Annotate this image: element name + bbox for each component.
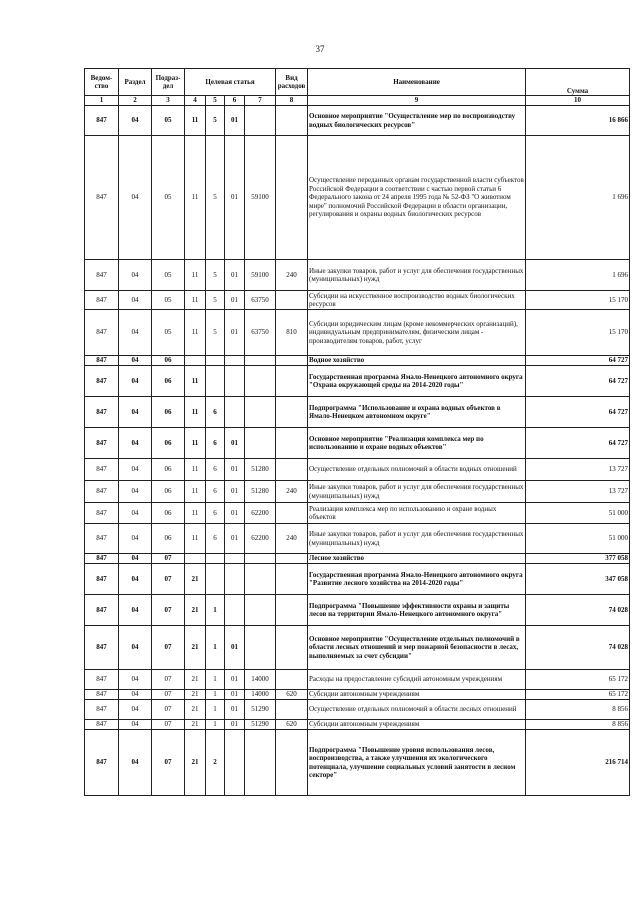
cell-program bbox=[185, 356, 206, 366]
cell-expense-type: 240 bbox=[276, 524, 308, 554]
cell-name: Иные закупки товаров, работ и услуг для обеспечения государственных (муниципальных) нужд bbox=[308, 260, 526, 291]
table-row bbox=[85, 720, 630, 730]
cell-expense-type bbox=[276, 564, 308, 595]
cell-event bbox=[225, 356, 245, 366]
cell-program: 11 bbox=[185, 366, 206, 397]
cell-subprogram bbox=[206, 366, 225, 397]
cell-section: 04 bbox=[119, 524, 152, 554]
column-number: 9 bbox=[308, 96, 526, 106]
table-row bbox=[85, 481, 630, 503]
cell-expense-type bbox=[276, 503, 308, 524]
cell-sum: 64 727 bbox=[526, 428, 630, 459]
cell-event bbox=[225, 730, 245, 796]
cell-subsection: 07 bbox=[152, 720, 185, 730]
cell-expense-type: 620 bbox=[276, 690, 308, 700]
cell-expense-type bbox=[276, 595, 308, 626]
cell-event: 01 bbox=[225, 106, 245, 136]
cell-section: 04 bbox=[119, 291, 152, 310]
cell-expense-type: 240 bbox=[276, 481, 308, 503]
cell-event: 01 bbox=[225, 428, 245, 459]
table-row bbox=[85, 670, 630, 690]
cell-subprogram: 6 bbox=[206, 459, 225, 481]
cell-section: 04 bbox=[119, 690, 152, 700]
cell-subprogram: 1 bbox=[206, 626, 225, 670]
cell-expense-type bbox=[276, 428, 308, 459]
cell-direction bbox=[245, 106, 276, 136]
cell-program: 11 bbox=[185, 136, 206, 260]
cell-dept: 847 bbox=[85, 670, 119, 690]
cell-subsection: 06 bbox=[152, 356, 185, 366]
table-row bbox=[85, 397, 630, 428]
cell-subprogram: 5 bbox=[206, 310, 225, 356]
table-row bbox=[85, 459, 630, 481]
cell-subprogram: 6 bbox=[206, 503, 225, 524]
table-row bbox=[85, 554, 630, 564]
cell-subsection: 07 bbox=[152, 626, 185, 670]
cell-direction bbox=[245, 397, 276, 428]
cell-expense-type bbox=[276, 670, 308, 690]
table-row bbox=[85, 366, 630, 397]
cell-subprogram bbox=[206, 554, 225, 564]
cell-subsection: 05 bbox=[152, 310, 185, 356]
cell-section: 04 bbox=[119, 106, 152, 136]
cell-dept: 847 bbox=[85, 564, 119, 595]
cell-subsection: 05 bbox=[152, 136, 185, 260]
cell-section: 04 bbox=[119, 481, 152, 503]
cell-name: Иные закупки товаров, работ и услуг для обеспечения государственных (муниципальных) нужд bbox=[308, 524, 526, 554]
cell-direction bbox=[245, 366, 276, 397]
cell-direction: 62200 bbox=[245, 524, 276, 554]
cell-section: 04 bbox=[119, 397, 152, 428]
cell-direction: 62200 bbox=[245, 503, 276, 524]
table-row bbox=[85, 503, 630, 524]
cell-subprogram: 5 bbox=[206, 260, 225, 291]
table-row bbox=[85, 310, 630, 356]
cell-dept: 847 bbox=[85, 481, 119, 503]
cell-section: 04 bbox=[119, 356, 152, 366]
cell-subsection: 07 bbox=[152, 700, 185, 720]
cell-dept: 847 bbox=[85, 720, 119, 730]
cell-program: 21 bbox=[185, 626, 206, 670]
cell-dept: 847 bbox=[85, 503, 119, 524]
cell-subsection: 06 bbox=[152, 524, 185, 554]
cell-subprogram bbox=[206, 356, 225, 366]
cell-sum: 8 856 bbox=[526, 720, 630, 730]
cell-dept: 847 bbox=[85, 595, 119, 626]
cell-event: 01 bbox=[225, 481, 245, 503]
cell-name: Подпрограмма "Повышение эффективности охраны и защиты лесов на территории Ямало-Ненецкого автономного округа" bbox=[308, 595, 526, 626]
header-sum: Сумма bbox=[526, 69, 630, 96]
cell-sum: 347 058 bbox=[526, 564, 630, 595]
cell-expense-type bbox=[276, 136, 308, 260]
cell-expense-type bbox=[276, 554, 308, 564]
cell-program: 11 bbox=[185, 291, 206, 310]
cell-name: Подпрограмма "Повышение уровня использования лесов, воспроизводства, а также улучшения их экологического потенциала, улучшение социальных условий занятости в лесном секторе" bbox=[308, 730, 526, 796]
table-row bbox=[85, 291, 630, 310]
cell-event: 01 bbox=[225, 720, 245, 730]
table-row bbox=[85, 524, 630, 554]
cell-event: 01 bbox=[225, 670, 245, 690]
cell-expense-type bbox=[276, 356, 308, 366]
cell-event bbox=[225, 564, 245, 595]
cell-subprogram: 1 bbox=[206, 595, 225, 626]
cell-name: Основное мероприятие "Реализация комплекса мер по использованию и охране водных объектов" bbox=[308, 428, 526, 459]
cell-sum: 64 727 bbox=[526, 356, 630, 366]
cell-subprogram: 6 bbox=[206, 524, 225, 554]
cell-dept: 847 bbox=[85, 291, 119, 310]
cell-dept: 847 bbox=[85, 356, 119, 366]
cell-subprogram: 5 bbox=[206, 106, 225, 136]
cell-name: Основное мероприятие "Осуществление мер по воспроизводству водных биологических ресурсов" bbox=[308, 106, 526, 136]
table-row bbox=[85, 700, 630, 720]
cell-program: 11 bbox=[185, 310, 206, 356]
cell-program: 11 bbox=[185, 106, 206, 136]
page-number: 37 bbox=[315, 44, 325, 54]
cell-program: 21 bbox=[185, 670, 206, 690]
cell-sum: 64 727 bbox=[526, 397, 630, 428]
cell-subsection: 05 bbox=[152, 106, 185, 136]
cell-dept: 847 bbox=[85, 524, 119, 554]
cell-sum: 13 727 bbox=[526, 481, 630, 503]
cell-event bbox=[225, 554, 245, 564]
cell-event: 01 bbox=[225, 700, 245, 720]
cell-event: 01 bbox=[225, 690, 245, 700]
cell-subsection: 06 bbox=[152, 503, 185, 524]
cell-expense-type: 810 bbox=[276, 310, 308, 356]
cell-expense-type: 620 bbox=[276, 720, 308, 730]
cell-dept: 847 bbox=[85, 310, 119, 356]
cell-name: Расходы на предоставление субсидий автономным учреждениям bbox=[308, 670, 526, 690]
cell-section: 04 bbox=[119, 260, 152, 291]
cell-subprogram: 6 bbox=[206, 481, 225, 503]
cell-dept: 847 bbox=[85, 397, 119, 428]
cell-dept: 847 bbox=[85, 106, 119, 136]
cell-sum: 8 856 bbox=[526, 700, 630, 720]
cell-dept: 847 bbox=[85, 260, 119, 291]
cell-name: Водное хозяйство bbox=[308, 356, 526, 366]
cell-name: Осуществление отдельных полномочий в области лесных отношений bbox=[308, 700, 526, 720]
cell-subsection: 07 bbox=[152, 670, 185, 690]
cell-section: 04 bbox=[119, 700, 152, 720]
column-number: 1 bbox=[85, 96, 119, 106]
cell-expense-type bbox=[276, 291, 308, 310]
cell-sum: 13 727 bbox=[526, 459, 630, 481]
cell-event bbox=[225, 595, 245, 626]
cell-direction bbox=[245, 428, 276, 459]
cell-expense-type bbox=[276, 626, 308, 670]
cell-subprogram bbox=[206, 564, 225, 595]
cell-program bbox=[185, 554, 206, 564]
cell-direction: 51290 bbox=[245, 700, 276, 720]
cell-name: Субсидии на искусственное воспроизводство водных биологических ресурсов bbox=[308, 291, 526, 310]
cell-sum: 64 727 bbox=[526, 366, 630, 397]
cell-expense-type bbox=[276, 700, 308, 720]
cell-program: 21 bbox=[185, 700, 206, 720]
cell-dept: 847 bbox=[85, 730, 119, 796]
cell-event: 01 bbox=[225, 503, 245, 524]
cell-sum: 1 696 bbox=[526, 136, 630, 260]
column-number: 5 bbox=[206, 96, 225, 106]
cell-subprogram: 5 bbox=[206, 291, 225, 310]
cell-dept: 847 bbox=[85, 428, 119, 459]
cell-subsection: 06 bbox=[152, 481, 185, 503]
cell-dept: 847 bbox=[85, 690, 119, 700]
cell-dept: 847 bbox=[85, 700, 119, 720]
cell-event: 01 bbox=[225, 136, 245, 260]
cell-expense-type bbox=[276, 106, 308, 136]
table-row bbox=[85, 690, 630, 700]
cell-program: 11 bbox=[185, 459, 206, 481]
cell-direction bbox=[245, 554, 276, 564]
cell-sum: 65 172 bbox=[526, 670, 630, 690]
header-expense-type: Вид расходов bbox=[276, 69, 308, 96]
cell-subprogram: 2 bbox=[206, 730, 225, 796]
cell-subsection: 07 bbox=[152, 554, 185, 564]
cell-subsection: 07 bbox=[152, 730, 185, 796]
cell-direction bbox=[245, 564, 276, 595]
column-number: 8 bbox=[276, 96, 308, 106]
table-row bbox=[85, 260, 630, 291]
column-number: 4 bbox=[185, 96, 206, 106]
column-number: 2 bbox=[119, 96, 152, 106]
cell-event: 01 bbox=[225, 310, 245, 356]
cell-direction: 14000 bbox=[245, 670, 276, 690]
cell-sum: 15 170 bbox=[526, 291, 630, 310]
cell-section: 04 bbox=[119, 503, 152, 524]
cell-event: 01 bbox=[225, 459, 245, 481]
cell-direction bbox=[245, 595, 276, 626]
cell-event: 01 bbox=[225, 524, 245, 554]
cell-program: 21 bbox=[185, 564, 206, 595]
cell-subsection: 05 bbox=[152, 291, 185, 310]
table-row bbox=[85, 730, 630, 796]
header-target-article: Целевая статья bbox=[185, 69, 276, 96]
cell-section: 04 bbox=[119, 136, 152, 260]
cell-program: 21 bbox=[185, 720, 206, 730]
cell-expense-type bbox=[276, 366, 308, 397]
cell-event bbox=[225, 397, 245, 428]
cell-sum: 15 170 bbox=[526, 310, 630, 356]
cell-sum: 216 714 bbox=[526, 730, 630, 796]
cell-section: 04 bbox=[119, 366, 152, 397]
cell-section: 04 bbox=[119, 310, 152, 356]
cell-expense-type bbox=[276, 397, 308, 428]
cell-sum: 51 000 bbox=[526, 503, 630, 524]
cell-subprogram: 6 bbox=[206, 397, 225, 428]
cell-dept: 847 bbox=[85, 366, 119, 397]
cell-section: 04 bbox=[119, 459, 152, 481]
cell-name: Лесное хозяйство bbox=[308, 554, 526, 564]
cell-section: 04 bbox=[119, 595, 152, 626]
cell-subprogram: 1 bbox=[206, 720, 225, 730]
cell-name: Основное мероприятие "Осуществление отдельных полномочий в области лесных отношений и мер пожарной безопасности в лесах, выполняемых за счет субсидии" bbox=[308, 626, 526, 670]
cell-subprogram: 1 bbox=[206, 690, 225, 700]
cell-section: 04 bbox=[119, 428, 152, 459]
cell-direction: 59100 bbox=[245, 136, 276, 260]
cell-direction: 14000 bbox=[245, 690, 276, 700]
cell-name: Реализация комплекса мер по использованию и охране водных объектов bbox=[308, 503, 526, 524]
cell-name: Государственная программа Ямало-Ненецкого автономного округа "Охрана окружающей среды на 2014-2020 годы" bbox=[308, 366, 526, 397]
cell-sum: 377 058 bbox=[526, 554, 630, 564]
table-row bbox=[85, 564, 630, 595]
cell-section: 04 bbox=[119, 564, 152, 595]
cell-direction bbox=[245, 626, 276, 670]
cell-name: Осуществление переданных органам государственной власти субъектов Российской Федерации в соответствии с частью первой статьи 6 Федерального закона от 24 апреля 1995 года № 52-ФЗ "О животном мире" полномочий Российской Федерации в области организации, регулирования и охраны водных биологических ресурсов bbox=[308, 136, 526, 260]
cell-name: Государственная программа Ямало-Ненецкого автономного округа "Развитие лесного хозяйства на 2014-2020 годы" bbox=[308, 564, 526, 595]
cell-program: 21 bbox=[185, 730, 206, 796]
header-vedomstvo: Ведом-ство bbox=[85, 69, 119, 96]
cell-subsection: 07 bbox=[152, 595, 185, 626]
cell-direction: 51290 bbox=[245, 720, 276, 730]
cell-program: 11 bbox=[185, 260, 206, 291]
cell-event bbox=[225, 366, 245, 397]
cell-direction: 63750 bbox=[245, 310, 276, 356]
column-number: 10 bbox=[526, 96, 630, 106]
cell-event: 01 bbox=[225, 260, 245, 291]
table-row bbox=[85, 136, 630, 260]
cell-dept: 847 bbox=[85, 626, 119, 670]
cell-sum: 74 028 bbox=[526, 595, 630, 626]
cell-program: 11 bbox=[185, 481, 206, 503]
column-number-row bbox=[85, 96, 630, 106]
cell-expense-type: 240 bbox=[276, 260, 308, 291]
cell-subprogram: 6 bbox=[206, 428, 225, 459]
cell-name: Субсидии юридическим лицам (кроме некоммерческих организаций), индивидуальным предпринимателям, физическим лицам - производителям товаров, работ, услуг bbox=[308, 310, 526, 356]
cell-sum: 1 696 bbox=[526, 260, 630, 291]
cell-direction: 51280 bbox=[245, 481, 276, 503]
cell-section: 04 bbox=[119, 720, 152, 730]
column-number: 6 bbox=[225, 96, 245, 106]
table-row bbox=[85, 428, 630, 459]
cell-program: 11 bbox=[185, 524, 206, 554]
cell-direction: 63750 bbox=[245, 291, 276, 310]
cell-section: 04 bbox=[119, 626, 152, 670]
cell-section: 04 bbox=[119, 554, 152, 564]
cell-name: Подпрограмма "Использование и охрана водных объектов в Ямало-Ненецком автономном округе" bbox=[308, 397, 526, 428]
cell-program: 11 bbox=[185, 503, 206, 524]
cell-event: 01 bbox=[225, 626, 245, 670]
cell-expense-type bbox=[276, 459, 308, 481]
cell-direction bbox=[245, 356, 276, 366]
table-row bbox=[85, 106, 630, 136]
header-podrazdel: Подраз-дел bbox=[152, 69, 185, 96]
cell-subsection: 06 bbox=[152, 428, 185, 459]
cell-name: Субсидии автономным учреждениям bbox=[308, 690, 526, 700]
cell-subprogram: 1 bbox=[206, 700, 225, 720]
cell-dept: 847 bbox=[85, 459, 119, 481]
cell-subprogram: 5 bbox=[206, 136, 225, 260]
cell-sum: 65 172 bbox=[526, 690, 630, 700]
column-number: 7 bbox=[245, 96, 276, 106]
table-row bbox=[85, 626, 630, 670]
table-row bbox=[85, 356, 630, 366]
cell-subsection: 07 bbox=[152, 564, 185, 595]
cell-program: 11 bbox=[185, 428, 206, 459]
cell-subsection: 06 bbox=[152, 366, 185, 397]
cell-expense-type bbox=[276, 730, 308, 796]
cell-dept: 847 bbox=[85, 554, 119, 564]
cell-sum: 74 028 bbox=[526, 626, 630, 670]
cell-subsection: 07 bbox=[152, 690, 185, 700]
cell-dept: 847 bbox=[85, 136, 119, 260]
table-row bbox=[85, 595, 630, 626]
cell-direction: 51280 bbox=[245, 459, 276, 481]
cell-name: Осуществление отдельных полномочий в области водных отношений bbox=[308, 459, 526, 481]
cell-program: 21 bbox=[185, 595, 206, 626]
cell-subsection: 05 bbox=[152, 260, 185, 291]
cell-subsection: 06 bbox=[152, 397, 185, 428]
cell-program: 11 bbox=[185, 397, 206, 428]
cell-sum: 16 866 bbox=[526, 106, 630, 136]
cell-sum: 51 000 bbox=[526, 524, 630, 554]
cell-program: 21 bbox=[185, 690, 206, 700]
cell-direction: 59100 bbox=[245, 260, 276, 291]
cell-name: Субсидии автономным учреждениям bbox=[308, 720, 526, 730]
cell-subprogram: 1 bbox=[206, 670, 225, 690]
cell-direction bbox=[245, 730, 276, 796]
cell-section: 04 bbox=[119, 730, 152, 796]
header-name: Наименование bbox=[308, 69, 526, 96]
header-razdel: Раздел bbox=[119, 69, 152, 96]
budget-table bbox=[84, 68, 630, 796]
column-number: 3 bbox=[152, 96, 185, 106]
cell-section: 04 bbox=[119, 670, 152, 690]
cell-event: 01 bbox=[225, 291, 245, 310]
cell-subsection: 06 bbox=[152, 459, 185, 481]
cell-name: Иные закупки товаров, работ и услуг для обеспечения государственных (муниципальных) нужд bbox=[308, 481, 526, 503]
